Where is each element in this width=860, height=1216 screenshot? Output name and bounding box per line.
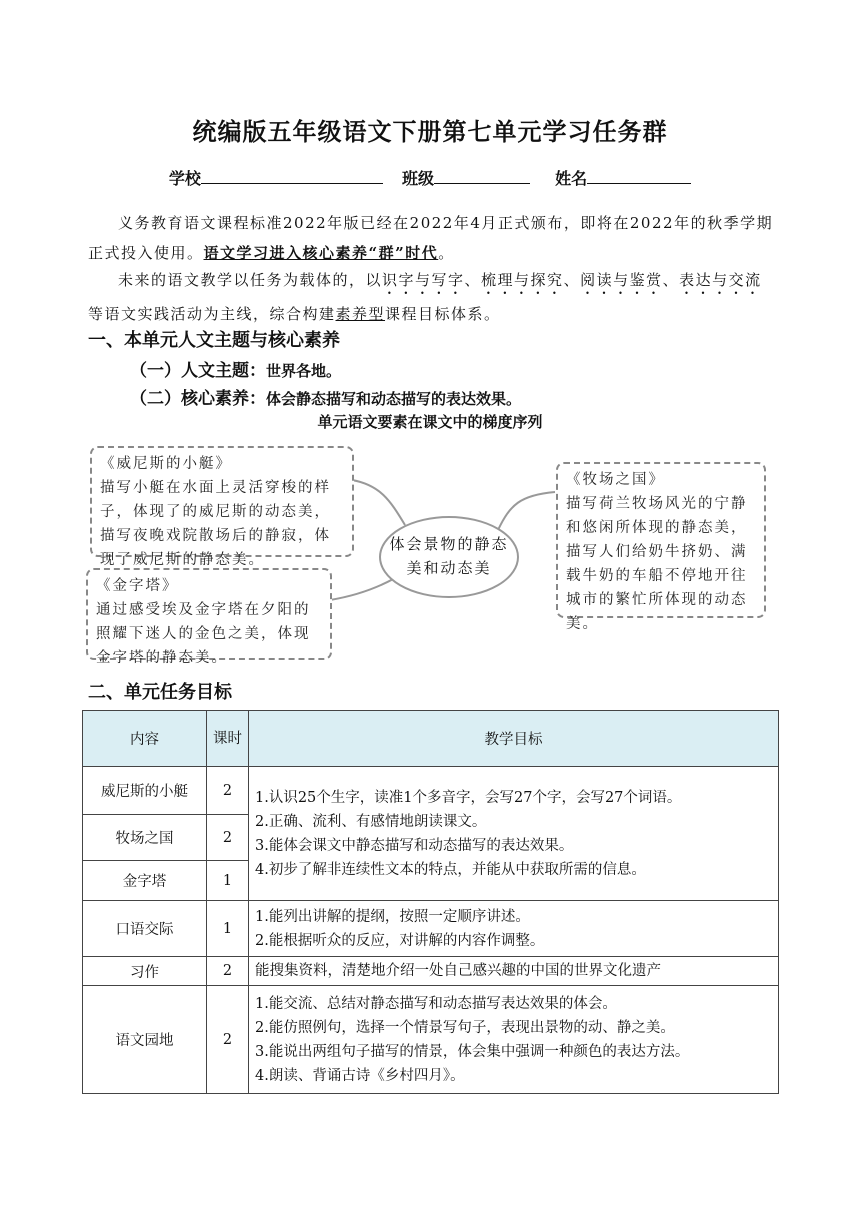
- goal-item: 1.认识25个生字，读准1个多音字，会写27个字，会写27个词语。: [255, 789, 682, 806]
- goals-cell-writing: 能搜集资料，清楚地介绍一处自己感兴趣的中国的世界文化遗产: [249, 957, 779, 986]
- keyword-expression: 表达与交流: [679, 271, 762, 289]
- table-row: [83, 901, 779, 957]
- goal-item: 4.初步了解非连续性文本的特点，并能从中获取所需的信息。: [255, 861, 646, 878]
- section1-heading: 一、本单元人文主题与核心素养: [88, 330, 340, 351]
- intro-emphasis: 语文学习进入核心素养“群”时代: [203, 244, 439, 262]
- goal-item: 2.能仿照例句，选择一个情景写句子，表现出景物的动、静之美。: [255, 1019, 675, 1036]
- node-title: 《牧场之国》: [566, 472, 665, 488]
- goal-item: 3.能体会课文中静态描写和动态描写的表达效果。: [255, 837, 574, 854]
- goal-item: 3.能说出两组句子描写的情景，体会集中强调一种颜色的表达方法。: [255, 1043, 690, 1060]
- goal-item: 1.能列出讲解的提纲，按照一定顺序讲述。: [255, 908, 530, 925]
- theme-value: 世界各地。: [266, 362, 342, 380]
- table-header-row: [83, 711, 779, 767]
- header-content: 内容: [83, 711, 207, 767]
- node-text: 描写荷兰牧场风光的宁静和悠闲所体现的静态美，描写人们给奶牛挤奶、满载牛奶的车船不停地开往城市的繁忙所体现的动态美。: [566, 496, 748, 632]
- node-text: 描写小艇在水面上灵活穿梭的样子，体现了的威尼斯的动态美，描写夜晚戏院散场后的静寂，体现了威尼斯的静态美。: [100, 480, 331, 568]
- intro-text: 未来的语文教学以任务为载体的，以: [118, 271, 383, 289]
- intro-text: 义务教育语文课程标准2022年版已经在2022年4月正式颁布，即将在2022年的秋季学期正式投入使用。: [88, 214, 774, 262]
- goal-item: 1.能交流、总结对静态描写和动态描写表达效果的体会。: [255, 995, 617, 1012]
- row-hours: 2: [207, 815, 249, 861]
- row-hours: 2: [207, 767, 249, 815]
- goals-cell-lessons: [249, 767, 779, 901]
- row-hours: 2: [207, 986, 249, 1094]
- center-topic: 体会景物的静态美和动态美: [389, 535, 509, 577]
- node-title: 《金字塔》: [96, 578, 179, 594]
- connector-left-top: [352, 480, 405, 525]
- row-content: 口语交际: [83, 901, 207, 957]
- node-text: 通过感受埃及金字塔在夕阳的照耀下迷人的金色之美，体现金字塔的静态美。: [96, 602, 311, 666]
- row-content: 金字塔: [83, 861, 207, 901]
- row-content: 威尼斯的小艇: [83, 767, 207, 815]
- keyword-sorting: 梳理与探究: [481, 271, 564, 289]
- intro-punct: 。: [438, 244, 455, 262]
- goals-cell-oral: [249, 901, 779, 957]
- node-pyramid: [86, 568, 332, 666]
- header-hours: 课时: [207, 711, 249, 767]
- separator: 、: [662, 271, 680, 289]
- document-title: 统编版五年级语文下册第七单元学习任务群: [192, 118, 668, 146]
- keyword-literacy: 识字与写字: [382, 271, 465, 289]
- node-title: 《威尼斯的小艇》: [100, 456, 232, 472]
- keyword-reading: 阅读与鉴赏: [580, 271, 663, 289]
- node-venice-boat: [90, 446, 354, 568]
- row-content: 语文园地: [83, 986, 207, 1094]
- intro-text: 课程目标体系。: [385, 305, 501, 323]
- class-label: 班级: [401, 169, 434, 188]
- table-row: [83, 767, 779, 815]
- goal-item: 2.能根据听众的反应，对讲解的内容作调整。: [255, 932, 545, 949]
- node-pasture-country: [556, 462, 766, 632]
- header-goal: 教学目标: [249, 711, 779, 767]
- table-row: [83, 986, 779, 1094]
- row-content: 习作: [83, 957, 207, 986]
- intro-text: 等语文实践活动为主线，综合构建: [88, 305, 336, 323]
- name-label: 姓名: [555, 169, 588, 188]
- theme-label: （一）人文主题：: [130, 361, 266, 381]
- section2-heading: 二、单元任务目标: [88, 682, 232, 703]
- connector-right: [498, 492, 555, 530]
- core-label: （二）核心素养：: [130, 389, 266, 409]
- row-hours: 1: [207, 901, 249, 957]
- task-goals-table: [82, 710, 779, 1094]
- diagram-caption: 单元语文要素在课文中的梯度序列: [317, 413, 543, 431]
- goal-item: 4.朗读、背诵古诗《乡村四月》。: [255, 1067, 465, 1084]
- row-content: 牧场之国: [83, 815, 207, 861]
- table-row: [83, 957, 779, 986]
- goals-cell-garden: [249, 986, 779, 1094]
- school-label: 学校: [168, 169, 201, 188]
- separator: 、: [464, 271, 482, 289]
- goal-item: 2.正确、流利、有感情地朗读课文。: [255, 813, 487, 830]
- separator: 、: [563, 271, 581, 289]
- row-hours: 2: [207, 957, 249, 986]
- core-value: 体会静态描写和动态描写的表达效果。: [266, 390, 522, 408]
- row-hours: 1: [207, 861, 249, 901]
- keyword-competence: 素养型: [335, 305, 386, 323]
